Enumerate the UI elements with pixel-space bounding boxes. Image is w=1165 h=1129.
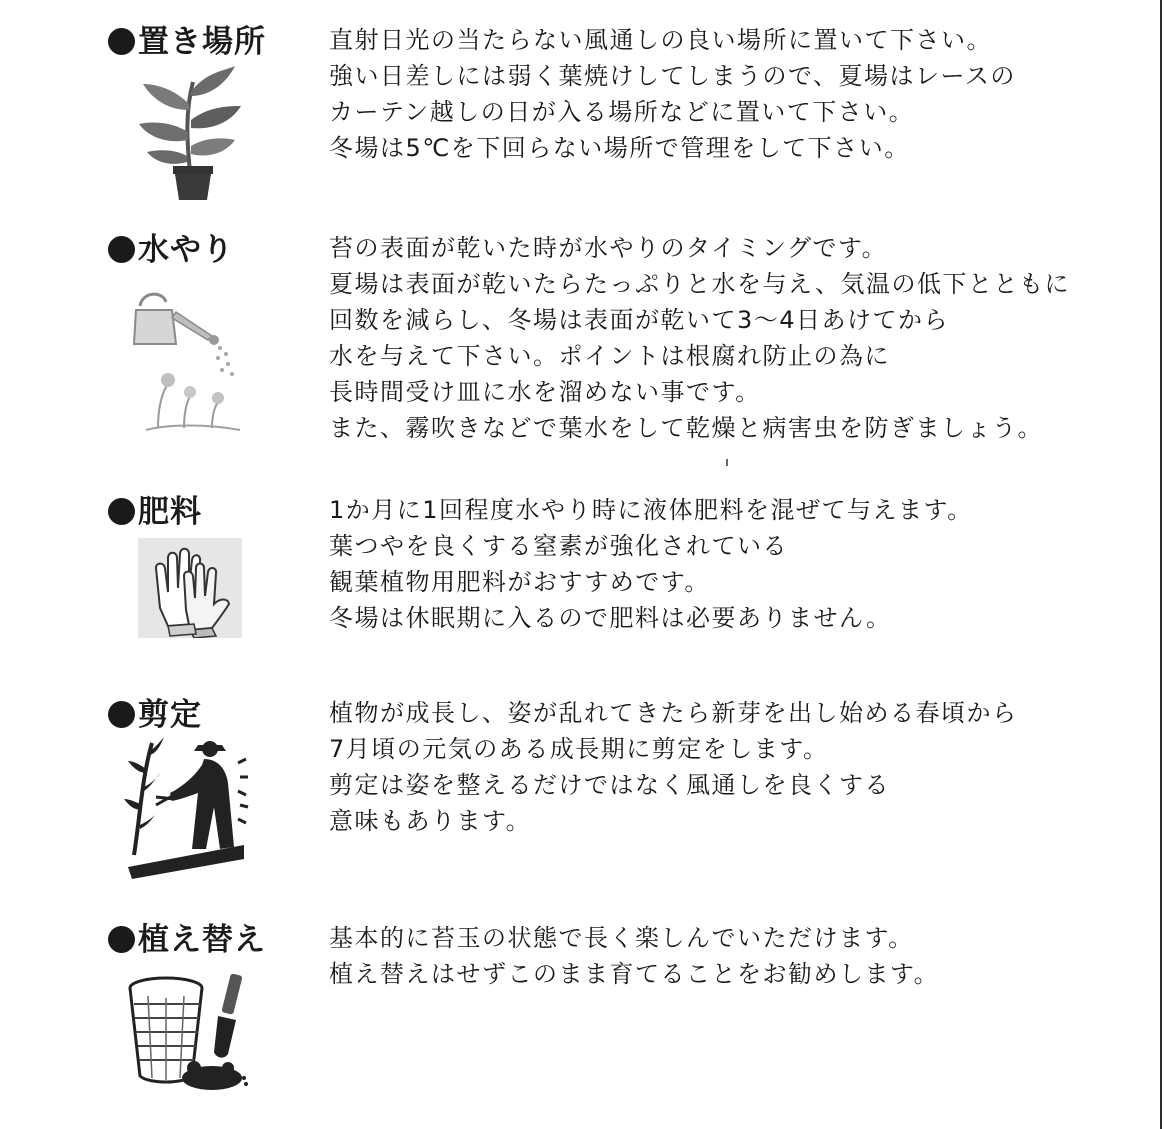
section-heading: 植え替え	[108, 920, 266, 960]
section-text	[329, 920, 939, 992]
potted-plant-icon	[135, 62, 245, 202]
section-repotting	[0, 920, 1160, 1100]
section-watering	[0, 230, 1160, 470]
section-pruning	[0, 695, 1160, 895]
section-fertilizer	[0, 492, 1160, 652]
text-line: また、霧吹きなどで葉水をして乾燥と病害虫を防ぎましょう。	[329, 414, 1043, 442]
text-line: 苔の表面が乾いた時が水やりのタイミングです。	[329, 234, 888, 262]
text-line: 長時間受け皿に水を溜めない事です。	[329, 378, 761, 406]
bullet-icon	[108, 701, 135, 728]
watering-can-icon	[128, 288, 253, 438]
text-line: 水を与えて下さい。ポイントは根腐れ防止の為に	[329, 342, 890, 370]
section-text	[329, 230, 1070, 446]
section-heading: 置き場所	[108, 22, 266, 62]
text-line: 植物が成長し、姿が乱れてきたら新芽を出し始める春頃から	[329, 699, 1018, 727]
text-line: 直射日光の当たらない風通しの良い場所に置いて下さい。	[329, 26, 992, 54]
section-placement	[0, 22, 1160, 212]
text-line: 葉つやを良くする窒素が強化されている	[329, 532, 788, 560]
text-line: 基本的に苔玉の状態で長く楽しんでいただけます。	[329, 924, 914, 952]
section-heading: 水やり	[108, 230, 234, 270]
text-line: 剪定は姿を整えるだけではなく風通しを良くする	[329, 771, 890, 799]
section-heading: 剪定	[108, 695, 202, 735]
text-line: カーテン越しの日が入る場所などに置いて下さい。	[329, 98, 915, 126]
section-heading: 肥料	[108, 492, 202, 532]
text-line: 7月頃の元気のある成長期に剪定をします。	[329, 735, 829, 763]
page-edge-line	[1160, 0, 1162, 1129]
text-line: 冬場は5℃を下回らない場所で管理をして下さい。	[329, 134, 910, 162]
bullet-icon	[108, 28, 135, 55]
pruning-gardener-icon	[122, 737, 250, 882]
text-line: 夏場は表面が乾いたらたっぷりと水を与え、気温の低下とともに	[329, 270, 1070, 298]
text-line: 強い日差しには弱く葉焼けしてしまうので、夏場はレースの	[329, 62, 1016, 90]
section-text	[329, 492, 973, 636]
bullet-icon	[108, 926, 135, 953]
text-line: 回数を減らし、冬場は表面が乾いて3〜4日あけてから	[329, 306, 950, 334]
bullet-icon	[108, 498, 135, 525]
text-line: 1か月に1回程度水やり時に液体肥料を混ぜて与えます。	[329, 496, 973, 524]
bullet-icon	[108, 236, 135, 263]
text-line: 意味もあります。	[329, 807, 532, 835]
section-text	[329, 695, 1018, 839]
section-text	[329, 22, 1016, 166]
pot-and-trowel-icon	[128, 974, 250, 1094]
text-line: 植え替えはせずこのまま育てることをお勧めします。	[329, 960, 940, 988]
text-line: 観葉植物用肥料がおすすめです。	[329, 568, 710, 596]
gardening-gloves-icon	[138, 538, 242, 638]
text-line: 冬場は休眠期に入るので肥料は必要ありません。	[329, 604, 892, 632]
